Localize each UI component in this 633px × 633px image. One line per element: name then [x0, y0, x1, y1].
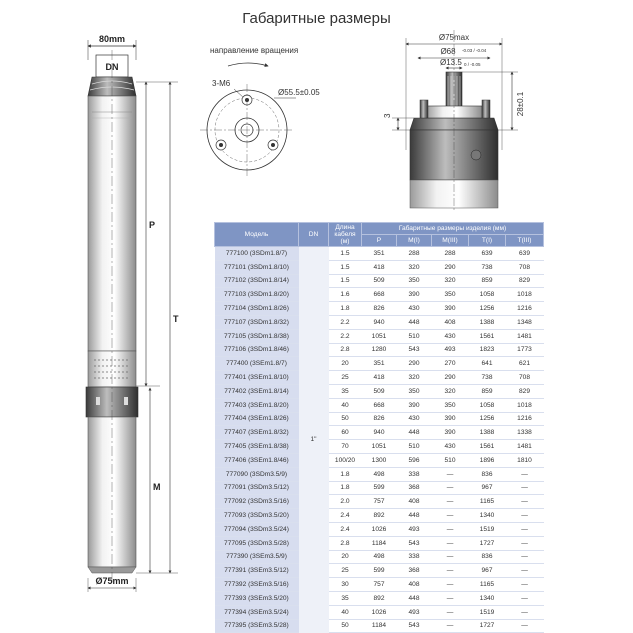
- cell-t1: 836: [469, 550, 506, 564]
- page-title: Габаритные размеры: [242, 10, 391, 27]
- cell-t3: —: [506, 481, 544, 495]
- cell-model: 777407 (3SEm1.8/32): [215, 426, 299, 440]
- cell-cable: 50: [329, 412, 362, 426]
- cell-p: 668: [362, 288, 397, 302]
- cell-model: 777406 (3SEm1.8/46): [215, 453, 299, 467]
- cell-t1: 1519: [469, 605, 506, 619]
- cell-m3: 390: [432, 426, 469, 440]
- cell-m3: 320: [432, 384, 469, 398]
- table-row: [215, 467, 544, 481]
- cell-m1: 430: [397, 302, 432, 316]
- bolt-label: 3-M6: [212, 79, 231, 88]
- table-row: [215, 578, 544, 592]
- cell-t3: 639: [506, 247, 544, 261]
- cell-p: 509: [362, 274, 397, 288]
- cell-p: 1280: [362, 343, 397, 357]
- cell-m1: 543: [397, 536, 432, 550]
- cell-cable: 2.8: [329, 536, 362, 550]
- cell-m3: 350: [432, 288, 469, 302]
- table-row: [215, 302, 544, 316]
- cell-m3: 290: [432, 371, 469, 385]
- cell-t3: 1810: [506, 453, 544, 467]
- cell-t3: 829: [506, 274, 544, 288]
- cell-t1: 1256: [469, 302, 506, 316]
- table-row: [215, 288, 544, 302]
- cell-p: 498: [362, 467, 397, 481]
- collar-label: 3: [383, 113, 392, 118]
- header-m1: M(I): [397, 235, 432, 247]
- cell-m3: —: [432, 605, 469, 619]
- cell-t1: 639: [469, 247, 506, 261]
- cell-m1: 368: [397, 564, 432, 578]
- cell-m3: —: [432, 619, 469, 633]
- cell-m3: —: [432, 481, 469, 495]
- table-row: [215, 247, 544, 261]
- table-row: [215, 398, 544, 412]
- cell-t3: —: [506, 564, 544, 578]
- cell-m3: —: [432, 495, 469, 509]
- pcd-label: Ø55.5±0.05: [278, 88, 320, 97]
- header-dn: DN: [299, 223, 329, 247]
- cell-t1: 1165: [469, 578, 506, 592]
- cell-t3: —: [506, 578, 544, 592]
- cell-t3: —: [506, 467, 544, 481]
- flange-end-view: [200, 46, 320, 178]
- header-model: Модель: [215, 223, 299, 247]
- cell-t3: 1216: [506, 412, 544, 426]
- cell-p: 351: [362, 247, 397, 261]
- cell-m1: 493: [397, 605, 432, 619]
- cell-m1: 448: [397, 315, 432, 329]
- table-row: [215, 619, 544, 633]
- cell-cable: 1.8: [329, 481, 362, 495]
- cell-model: 777400 (3SEm1.8/7): [215, 357, 299, 371]
- cell-t1: 836: [469, 467, 506, 481]
- cell-m3: 430: [432, 440, 469, 454]
- cell-model: 777101 (3SDm1.8/10): [215, 260, 299, 274]
- cell-model: 777093 (3SDm3.5/20): [215, 509, 299, 523]
- table-row: [215, 550, 544, 564]
- cell-t3: 1216: [506, 302, 544, 316]
- cell-p: 351: [362, 357, 397, 371]
- table-row: [215, 274, 544, 288]
- cell-p: 757: [362, 495, 397, 509]
- cell-p: 940: [362, 426, 397, 440]
- header-p: P: [362, 235, 397, 247]
- cell-cable: 25: [329, 371, 362, 385]
- cell-model: 777103 (3SDm1.8/20): [215, 288, 299, 302]
- cell-m3: 408: [432, 315, 469, 329]
- cell-t1: 1823: [469, 343, 506, 357]
- cell-p: 892: [362, 591, 397, 605]
- dimensions-table: [214, 222, 544, 633]
- cell-m1: 543: [397, 619, 432, 633]
- rotation-label: направление вращения: [210, 46, 299, 55]
- cell-model: 777401 (3SEm1.8/10): [215, 371, 299, 385]
- cell-p: 1300: [362, 453, 397, 467]
- cell-m3: —: [432, 467, 469, 481]
- cell-m3: —: [432, 536, 469, 550]
- cell-cable: 2.2: [329, 329, 362, 343]
- cell-t1: 1058: [469, 288, 506, 302]
- table-row: [215, 260, 544, 274]
- cell-p: 1026: [362, 605, 397, 619]
- pump-side-view: [86, 34, 179, 592]
- cell-m1: 290: [397, 357, 432, 371]
- cell-m1: 368: [397, 481, 432, 495]
- cell-cable: 70: [329, 440, 362, 454]
- cell-m1: 288: [397, 247, 432, 261]
- cell-t1: 1561: [469, 440, 506, 454]
- cell-m1: 408: [397, 495, 432, 509]
- cell-m1: 320: [397, 260, 432, 274]
- cell-model: 777105 (3SDm1.8/38): [215, 329, 299, 343]
- table-row: [215, 495, 544, 509]
- dn-cell: 1": [299, 247, 329, 633]
- shaft-diameter-label: Ø13.5: [440, 58, 462, 67]
- cell-t3: 1481: [506, 329, 544, 343]
- cell-cable: 2.4: [329, 522, 362, 536]
- cell-model: 777402 (3SEm1.8/14): [215, 384, 299, 398]
- cell-t3: —: [506, 536, 544, 550]
- table-row: [215, 591, 544, 605]
- cell-t3: —: [506, 591, 544, 605]
- table-row: [215, 426, 544, 440]
- cell-m1: 320: [397, 371, 432, 385]
- cell-cable: 1.5: [329, 274, 362, 288]
- cell-t1: 859: [469, 274, 506, 288]
- table-row: [215, 509, 544, 523]
- cell-t3: 621: [506, 357, 544, 371]
- table-row: [215, 564, 544, 578]
- cell-m3: 430: [432, 329, 469, 343]
- cell-t1: 967: [469, 564, 506, 578]
- cell-t3: —: [506, 495, 544, 509]
- width-label: 80mm: [98, 34, 126, 44]
- cell-cable: 40: [329, 398, 362, 412]
- cell-model: 777095 (3SDm3.5/28): [215, 536, 299, 550]
- cell-t3: —: [506, 522, 544, 536]
- cell-t3: 1018: [506, 288, 544, 302]
- cell-model: 777107 (3SDm1.8/32): [215, 315, 299, 329]
- table-row: [215, 412, 544, 426]
- cell-p: 668: [362, 398, 397, 412]
- cell-m1: 338: [397, 550, 432, 564]
- cell-model: 777394 (3SEm3.5/24): [215, 605, 299, 619]
- cell-p: 599: [362, 481, 397, 495]
- cell-m3: —: [432, 509, 469, 523]
- table-row: [215, 481, 544, 495]
- table-row: [215, 536, 544, 550]
- cell-model: 777094 (3SDm3.5/24): [215, 522, 299, 536]
- cell-cable: 2.8: [329, 343, 362, 357]
- cell-p: 498: [362, 550, 397, 564]
- table-row: [215, 343, 544, 357]
- cell-p: 1051: [362, 329, 397, 343]
- cell-m3: 493: [432, 343, 469, 357]
- cell-t1: 1388: [469, 315, 506, 329]
- cell-cable: 2.2: [329, 315, 362, 329]
- cell-m3: —: [432, 522, 469, 536]
- cell-p: 892: [362, 509, 397, 523]
- cell-t3: 708: [506, 371, 544, 385]
- table-row: [215, 357, 544, 371]
- header-m3: M(III): [432, 235, 469, 247]
- cell-m3: 290: [432, 260, 469, 274]
- cell-model: 777395 (3SEm3.5/28): [215, 619, 299, 633]
- cell-m3: 510: [432, 453, 469, 467]
- table-row: [215, 522, 544, 536]
- cell-model: 777091 (3SDm3.5/12): [215, 481, 299, 495]
- cell-cable: 1.5: [329, 247, 362, 261]
- cell-cable: 1.8: [329, 302, 362, 316]
- cell-t1: 1519: [469, 522, 506, 536]
- cell-m1: 338: [397, 467, 432, 481]
- m-label: M: [153, 482, 161, 492]
- cell-m3: 350: [432, 398, 469, 412]
- table-row: [215, 315, 544, 329]
- cell-cable: 20: [329, 550, 362, 564]
- cell-m3: —: [432, 578, 469, 592]
- cell-cable: 35: [329, 591, 362, 605]
- cell-model: 777391 (3SEm3.5/12): [215, 564, 299, 578]
- cell-model: 777104 (3SDm1.8/26): [215, 302, 299, 316]
- cell-p: 418: [362, 371, 397, 385]
- cell-model: 777102 (3SDm1.8/14): [215, 274, 299, 288]
- cell-m1: 510: [397, 329, 432, 343]
- shaft-seat-label: Ø68: [440, 47, 456, 56]
- cell-p: 940: [362, 315, 397, 329]
- cell-t1: 1561: [469, 329, 506, 343]
- motor-top-view: [383, 30, 525, 212]
- cell-t1: 1165: [469, 495, 506, 509]
- cell-t3: 1018: [506, 398, 544, 412]
- cell-p: 757: [362, 578, 397, 592]
- cell-m1: 408: [397, 578, 432, 592]
- cell-m1: 350: [397, 384, 432, 398]
- cell-m3: —: [432, 591, 469, 605]
- cell-m1: 350: [397, 274, 432, 288]
- cell-cable: 40: [329, 605, 362, 619]
- table-row: [215, 329, 544, 343]
- cell-m3: 390: [432, 412, 469, 426]
- table-row: [215, 453, 544, 467]
- header-t1: T(I): [469, 235, 506, 247]
- cell-model: 777090 (3SDm3.5/9): [215, 467, 299, 481]
- shaft-seat-tol: -0.03 / -0.04: [462, 48, 487, 53]
- cell-model: 777100 (3SDm1.8/7): [215, 247, 299, 261]
- header-dims-group: Габаритные размеры изделия (мм): [362, 223, 544, 235]
- cell-t1: 859: [469, 384, 506, 398]
- cell-t1: 1388: [469, 426, 506, 440]
- cell-p: 1051: [362, 440, 397, 454]
- cell-t1: 1256: [469, 412, 506, 426]
- cell-model: 777390 (3SEm3.5/9): [215, 550, 299, 564]
- cell-model: 777106 (3SDm1.8/46): [215, 343, 299, 357]
- cell-model: 777405 (3SEm1.8/38): [215, 440, 299, 454]
- cell-m1: 448: [397, 426, 432, 440]
- cell-p: 1184: [362, 619, 397, 633]
- cell-cable: 35: [329, 384, 362, 398]
- cell-m3: 390: [432, 302, 469, 316]
- cell-m1: 390: [397, 288, 432, 302]
- table-row: [215, 605, 544, 619]
- cell-p: 826: [362, 412, 397, 426]
- cell-cable: 20: [329, 357, 362, 371]
- table-row: [215, 384, 544, 398]
- cell-m3: 320: [432, 274, 469, 288]
- cell-t3: 708: [506, 260, 544, 274]
- t-label: T: [173, 314, 179, 324]
- cell-cable: 30: [329, 578, 362, 592]
- cell-cable: 25: [329, 564, 362, 578]
- cell-t1: 641: [469, 357, 506, 371]
- cell-m1: 596: [397, 453, 432, 467]
- cell-model: 777403 (3SEm1.8/20): [215, 398, 299, 412]
- cell-m1: 510: [397, 440, 432, 454]
- cell-m3: —: [432, 564, 469, 578]
- cell-p: 418: [362, 260, 397, 274]
- header-t3: T(III): [506, 235, 544, 247]
- cell-t1: 1340: [469, 509, 506, 523]
- dn-label: DN: [105, 62, 119, 72]
- cell-p: 1184: [362, 536, 397, 550]
- table-row: [215, 371, 544, 385]
- cell-model: 777404 (3SEm1.8/26): [215, 412, 299, 426]
- p-label: P: [149, 220, 156, 230]
- cell-cable: 2.4: [329, 509, 362, 523]
- cell-m1: 430: [397, 412, 432, 426]
- table-row: [215, 440, 544, 454]
- cell-t1: 1340: [469, 591, 506, 605]
- shaft-tol: 0 / -0.05: [464, 62, 481, 67]
- cell-m1: 448: [397, 509, 432, 523]
- cell-cable: 1.8: [329, 467, 362, 481]
- max-diameter-label: Ø75max: [438, 33, 470, 42]
- shaft-height-label: 28±0.1: [516, 91, 525, 117]
- cell-t3: 1481: [506, 440, 544, 454]
- cell-t1: 967: [469, 481, 506, 495]
- cell-t3: —: [506, 605, 544, 619]
- cell-t1: 738: [469, 260, 506, 274]
- cell-p: 599: [362, 564, 397, 578]
- cell-p: 826: [362, 302, 397, 316]
- cell-t1: 738: [469, 371, 506, 385]
- cell-t1: 1727: [469, 619, 506, 633]
- cell-m1: 543: [397, 343, 432, 357]
- cell-t3: 1338: [506, 426, 544, 440]
- cell-t1: 1058: [469, 398, 506, 412]
- cell-cable: 2.0: [329, 495, 362, 509]
- cell-t3: —: [506, 619, 544, 633]
- cell-cable: 1.5: [329, 260, 362, 274]
- cell-m3: —: [432, 550, 469, 564]
- cell-cable: 50: [329, 619, 362, 633]
- cell-model: 777392 (3SEm3.5/16): [215, 578, 299, 592]
- cell-m1: 493: [397, 522, 432, 536]
- cell-cable: 60: [329, 426, 362, 440]
- cell-m3: 270: [432, 357, 469, 371]
- cell-t3: —: [506, 509, 544, 523]
- cell-p: 1026: [362, 522, 397, 536]
- cell-m3: 288: [432, 247, 469, 261]
- cell-model: 777092 (3SDm3.5/16): [215, 495, 299, 509]
- diameter-label: Ø75mm: [95, 576, 129, 586]
- header-cable: Длина кабеля (м): [329, 223, 362, 247]
- cell-m1: 448: [397, 591, 432, 605]
- cell-t3: 1773: [506, 343, 544, 357]
- cell-cable: 100/20: [329, 453, 362, 467]
- cell-t3: 1348: [506, 315, 544, 329]
- cell-model: 777393 (3SEm3.5/20): [215, 591, 299, 605]
- cell-t3: 829: [506, 384, 544, 398]
- cell-t1: 1727: [469, 536, 506, 550]
- cell-m1: 390: [397, 398, 432, 412]
- cell-cable: 1.6: [329, 288, 362, 302]
- cell-p: 509: [362, 384, 397, 398]
- cell-t1: 1896: [469, 453, 506, 467]
- cell-t3: —: [506, 550, 544, 564]
